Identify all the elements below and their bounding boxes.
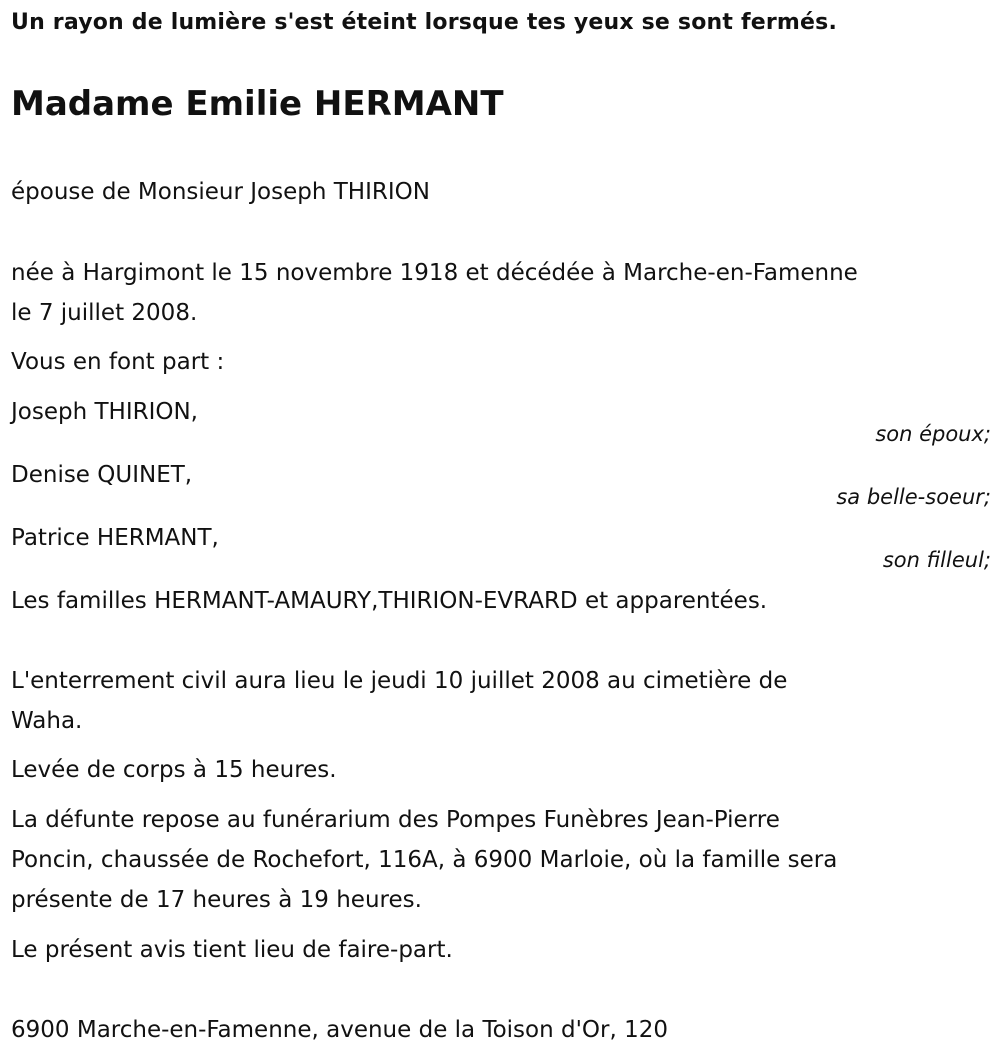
- family-member-relation: son filleul;: [882, 548, 991, 572]
- motto: Un rayon de lumière s'est éteint lorsque tes yeux se sont fermés.: [11, 10, 838, 35]
- burial-line-1: L'enterrement civil aura lieu le jeudi 10 juillet 2008 au cimetière de: [11, 668, 788, 694]
- funerarium-line-1: La défunte repose au funérarium des Pompes Funèbres Jean-Pierre: [11, 807, 780, 833]
- funerarium-line-2: Poncin, chaussée de Rochefort, 116A, à 6900 Marloie, où la famille sera: [11, 847, 838, 873]
- family-member-relation: sa belle-soeur;: [836, 485, 991, 509]
- funerarium-line-3: présente de 17 heures à 19 heures.: [11, 887, 422, 913]
- burial-line-2: Waha.: [11, 708, 83, 734]
- announcers-intro: Vous en font part :: [11, 349, 225, 375]
- families-line: Les familles HERMANT-AMAURY,THIRION-EVRARD et apparentées.: [11, 588, 768, 614]
- family-member-relation: son époux;: [875, 422, 991, 446]
- birth-death-line-1: née à Hargimont le 15 novembre 1918 et décédée à Marche-en-Famenne: [11, 260, 858, 286]
- family-member-name: Joseph THIRION,: [11, 399, 198, 425]
- family-member-name: Patrice HERMANT,: [11, 525, 219, 551]
- family-member-name: Denise QUINET,: [11, 462, 193, 488]
- levee-line: Levée de corps à 15 heures.: [11, 757, 337, 783]
- spouse-line: épouse de Monsieur Joseph THIRION: [11, 179, 430, 205]
- birth-death-line-2: le 7 juillet 2008.: [11, 300, 198, 326]
- address-line: 6900 Marche-en-Famenne, avenue de la Toison d'Or, 120: [11, 1017, 669, 1043]
- notice-line: Le présent avis tient lieu de faire-part.: [11, 937, 453, 963]
- deceased-name: Madame Emilie HERMANT: [11, 84, 504, 124]
